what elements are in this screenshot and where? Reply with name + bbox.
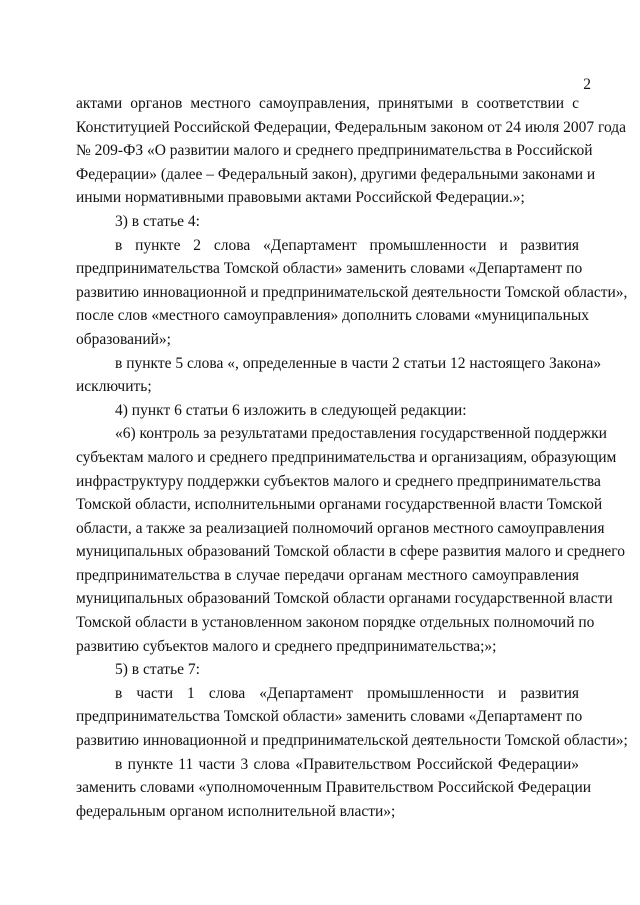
paragraph [76,753,592,824]
text-line: Томской области, исполнительными органами государственной власти Томской [76,496,603,514]
document-body [76,92,628,823]
text-line: 4) пункт 6 статьи 6 изложить в следующей редакции: [115,401,467,419]
text-line: в пункте 5 слова «, определенные в части 2 статьи 12 настоящего Закона» [115,354,602,372]
paragraph [76,682,628,753]
text-line: федеральным органом исполнительной власти»; [76,802,396,820]
text-line: инфраструктуру поддержки субъектов малого и среднего предпринимательства [76,472,601,490]
page-number: 2 [583,76,591,93]
text-line: развитию субъектов малого и среднего предпринимательства;»; [76,637,497,655]
text-line: «6) контроль за результатами предоставления государственной поддержки [115,425,607,443]
text-line: предпринимательства Томской области» заменить словами «Департамент по [76,708,583,726]
text-line: области, а также за реализацией полномочий органов местного самоуправления [76,519,605,537]
text-line: Томской области в установленном законом порядке отдельных полномочий по [76,614,595,632]
text-line: муниципальных образований Томской области в сфере развития малого и среднего [76,543,625,561]
paragraph [76,210,579,234]
text-line: в части 1 слова «Департамент промышленности и развития [115,684,579,702]
text-line: 3) в статье 4: [115,212,200,230]
text-line: субъектам малого и среднего предпринимательства и организациям, образующим [76,448,617,466]
text-line: № 209-ФЗ «О развитии малого и среднего предпринимательства в Российской [76,142,593,160]
text-line: развитию инновационной и предпринимательской деятельности Томской области», [76,283,628,301]
paragraph [76,399,579,423]
text-line: развитию инновационной и предпринимательской деятельности Томской области»; [76,732,628,750]
text-line: актами органов местного самоуправления, принятыми в соответствии с [76,95,579,112]
text-line: в пункте 11 части 3 слова «Правительством Российской Федерации» [115,755,579,773]
text-line: Федерации» (далее – Федеральный закон), другими федеральными законами и [76,165,596,183]
text-line: образований»; [76,330,171,348]
text-line: заменить словами «уполномоченным Правительством Российской Федерации [76,779,592,797]
paragraph [76,352,602,399]
text-line: предпринимательства в случае передачи органам местного самоуправления [76,566,579,584]
paragraph [76,658,579,682]
paragraph [76,234,628,352]
text-line: в пункте 2 слова «Департамент промышленности и развития [115,236,579,254]
text-line: муниципальных образований Томской области органами государственной власти [76,590,613,608]
paragraph [76,92,627,210]
text-line: 5) в статье 7: [115,661,200,679]
text-line: после слов «местного самоуправления» дополнить словами «муниципальных [76,307,590,325]
text-line: исключить; [76,378,152,396]
text-line: иными нормативными правовыми актами Российской Федерации.»; [76,189,525,207]
text-line: Конституцией Российской Федерации, Федеральным законом от 24 июля 2007 года [76,118,627,136]
paragraph [76,422,625,658]
text-line: предпринимательства Томской области» заменить словами «Департамент по [76,260,583,278]
